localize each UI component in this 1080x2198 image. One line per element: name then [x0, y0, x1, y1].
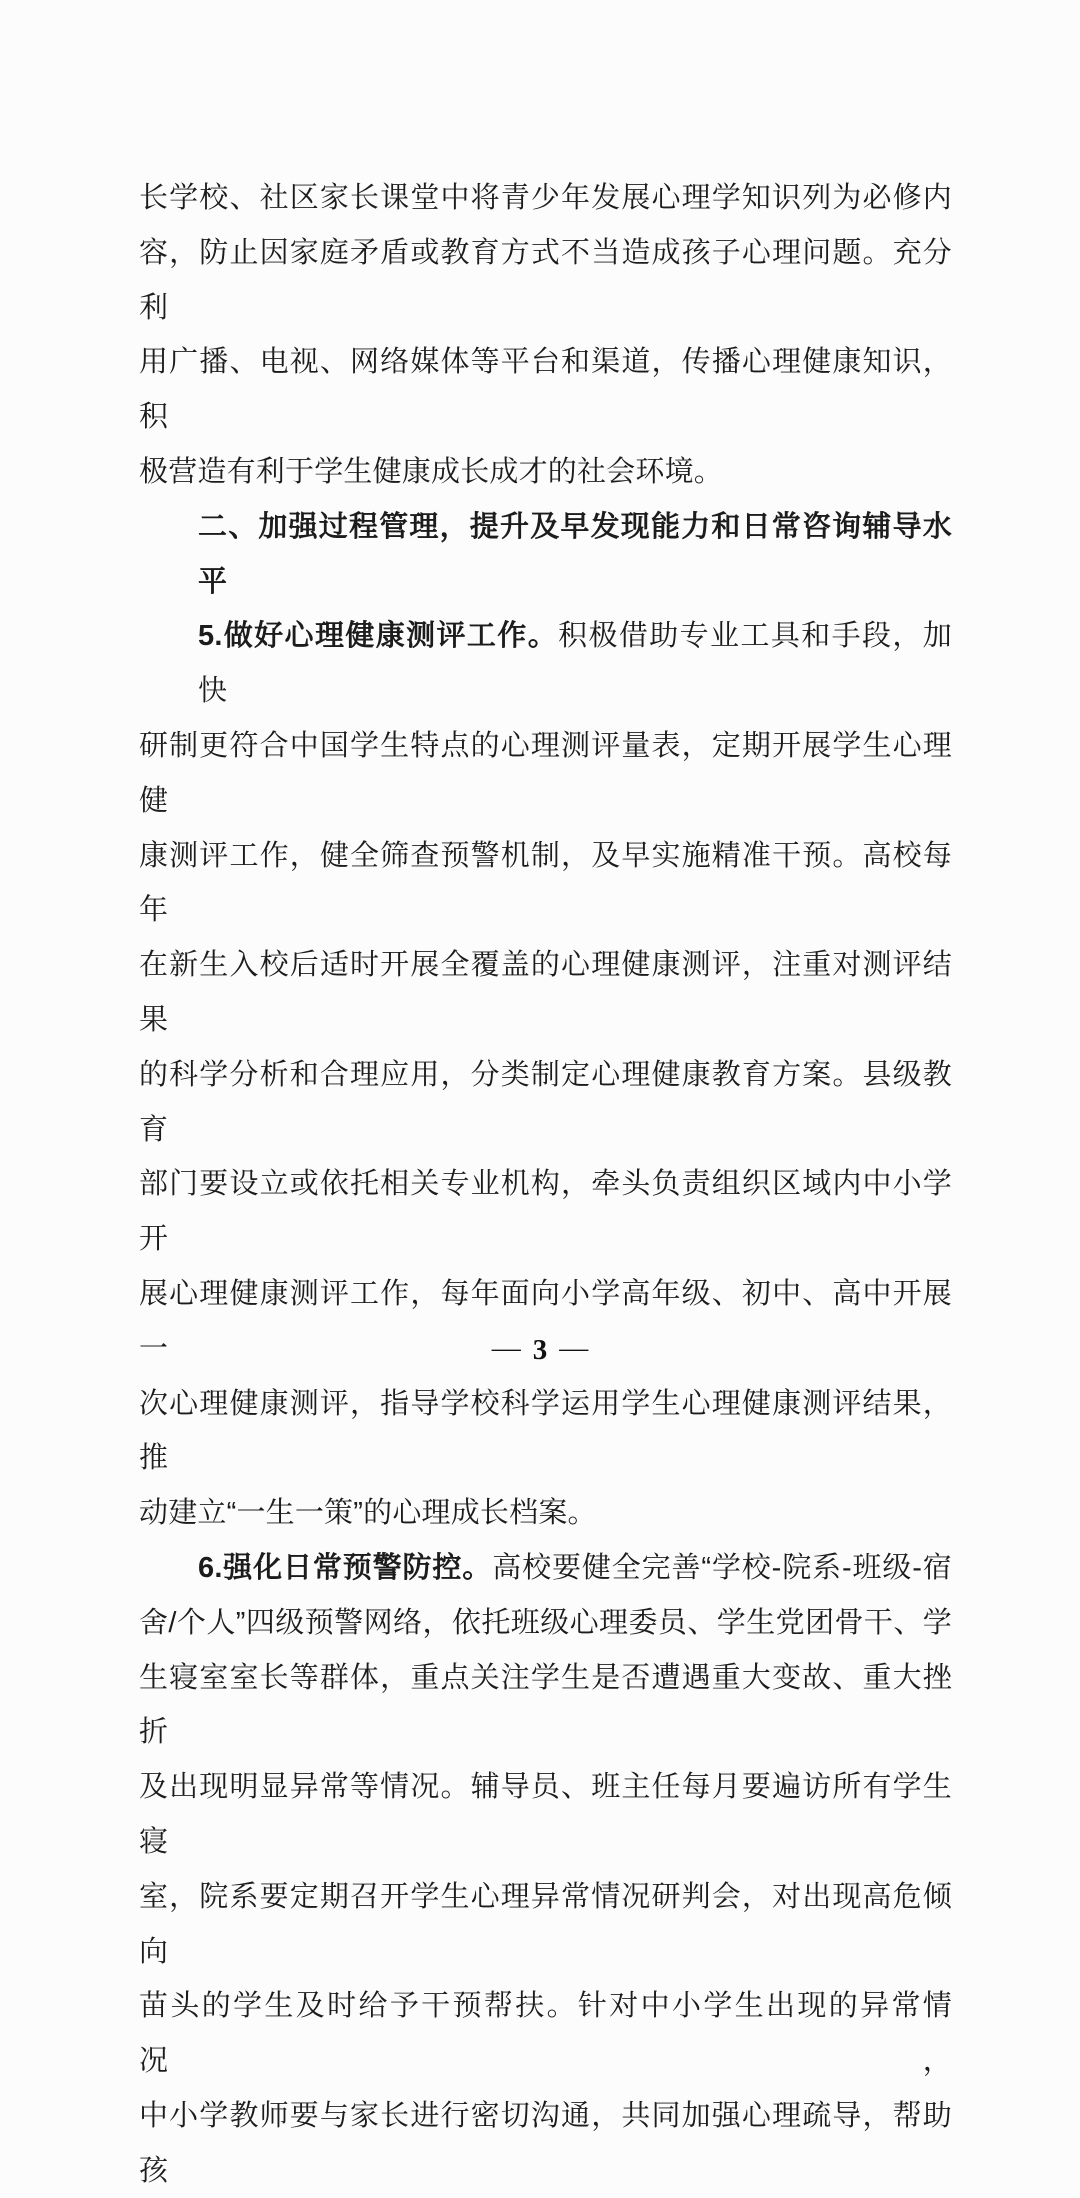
- text-line: 研制更符合中国学生特点的心理测评量表，定期开展学生心理健: [139, 729, 952, 817]
- text-line: 的科学分析和合理应用，分类制定心理健康教育方案。县级教育: [139, 1058, 952, 1146]
- text-line: 苗头的学生及时给予干预帮扶。针对中小学生出现的异常情况，: [139, 1990, 952, 2078]
- text-line: 室，院系要定期召开学生心理异常情况研判会，对出现高危倾向: [139, 1880, 952, 1968]
- text-line: 次心理健康测评，指导学校科学运用学生心理健康测评结果，推: [139, 1387, 952, 1475]
- item-5-lead: 5.做好心理健康测评工作。: [198, 620, 559, 653]
- item-5-first-line-text: 积极借助专业工具和手段，加快: [198, 620, 952, 708]
- page-number-right-dash: —: [559, 1332, 589, 1364]
- text-line: 舍/个人”四级预警网络，依托班级心理委员、学生党团骨干、学: [139, 1606, 952, 1639]
- item-6-first-line-text: 高校要健全完善“学校-院系-班级-宿: [492, 1551, 953, 1584]
- page-number-value: 3: [532, 1334, 548, 1366]
- page-number: [0, 1334, 1080, 1367]
- page-number-left-dash: —: [491, 1332, 521, 1364]
- text-line: 动建立“一生一策”的心理成长档案。: [139, 1497, 597, 1530]
- text-line: 部门要设立或依托相关专业机构，牵头负责组织区域内中小学开: [139, 1168, 952, 1256]
- document-body: [139, 171, 952, 2198]
- text-line: 容，防止因家庭矛盾或教育方式不当造成孩子心理问题。充分利: [139, 236, 952, 324]
- text-line: 用广播、电视、网络媒体等平台和渠道，传播心理健康知识，积: [139, 346, 952, 434]
- text-line: 康测评工作，健全筛查预警机制，及早实施精准干预。高校每年: [139, 839, 952, 927]
- text-line: 生寝室室长等群体，重点关注学生是否遭遇重大变故、重大挫折: [139, 1661, 952, 1749]
- item-6-lead: 6.强化日常预警防控。: [198, 1551, 493, 1584]
- text-line: 在新生入校后适时开展全覆盖的心理健康测评，注重对测评结果: [139, 949, 952, 1036]
- text-line: 及出现明显异常等情况。辅导员、班主任每月要遍访所有学生寝: [139, 1771, 952, 1858]
- text-line: 长学校、社区家长课堂中将青少年发展心理学知识列为必修内: [139, 182, 952, 214]
- text-line: [139, 609, 952, 719]
- text-line: [139, 1541, 952, 1596]
- text-line: 展心理健康测评工作，每年面向小学高年级、初中、高中开展一: [139, 1277, 952, 1365]
- text-line: 中小学教师要与家长进行密切沟通，共同加强心理疏导，帮助孩: [139, 2099, 952, 2187]
- text-line: 极营造有利于学生健康成长成才的社会环境。: [139, 455, 724, 488]
- section-heading: 二、加强过程管理，提升及早发现能力和日常咨询辅导水平: [198, 510, 952, 598]
